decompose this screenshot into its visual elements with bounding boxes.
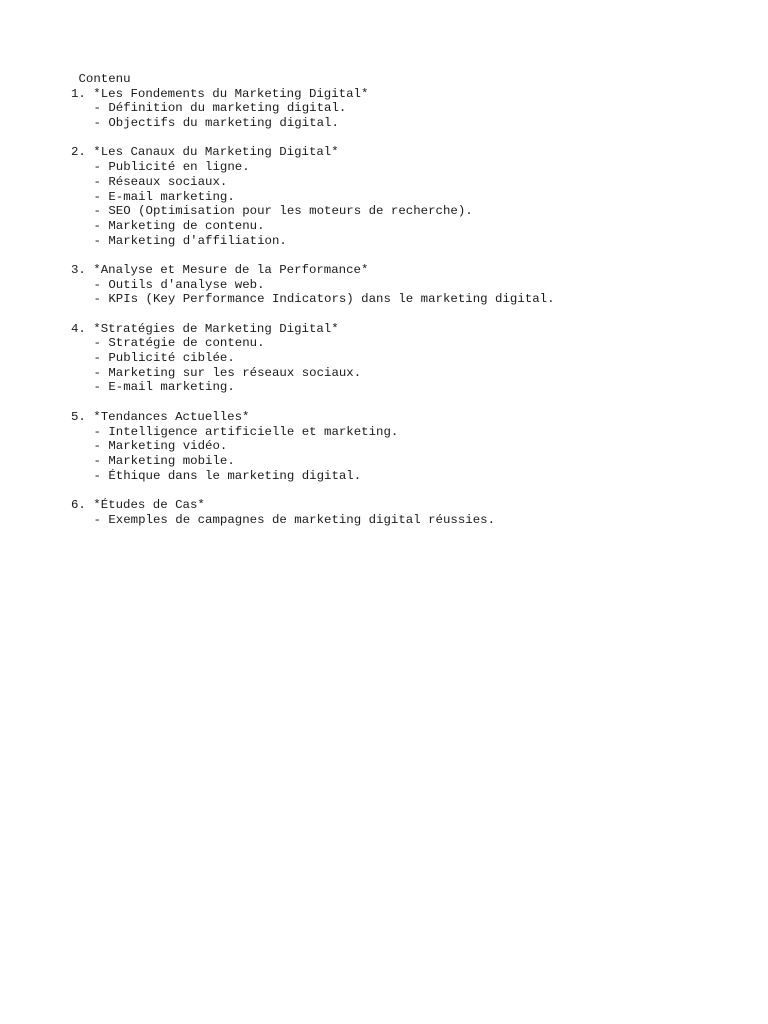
list-item: - Éthique dans le marketing digital.: [93, 468, 362, 483]
list-item: - E-mail marketing.: [93, 189, 235, 204]
section-title: 6. *Études de Cas*: [71, 497, 205, 512]
list-item: - Objectifs du marketing digital.: [93, 116, 339, 131]
list-item: - Réseaux sociaux.: [93, 174, 228, 189]
list-item: - Marketing mobile.: [93, 453, 235, 468]
document-heading: Contenu: [78, 72, 131, 86]
list-item: - Stratégie de contenu.: [93, 336, 265, 351]
list-item: - Marketing sur les réseaux sociaux.: [93, 365, 362, 380]
list-item: - Marketing vidéo.: [93, 439, 228, 454]
list-item: - Définition du marketing digital.: [93, 101, 347, 116]
document-page: [71, 72, 751, 542]
list-item: - Exemples de campagnes de marketing digital réussies.: [93, 512, 496, 527]
section: [71, 87, 751, 131]
section-title: 1. *Les Fondements du Marketing Digital*: [71, 86, 369, 101]
section-title: 4. *Stratégies de Marketing Digital*: [71, 321, 339, 336]
list-item: - E-mail marketing.: [93, 380, 235, 395]
list-item: - Publicité en ligne.: [93, 160, 250, 175]
list-item: - Publicité ciblée.: [93, 351, 235, 366]
list-item: - Marketing d'affiliation.: [93, 233, 287, 248]
list-item: - SEO (Optimisation pour les moteurs de recherche).: [93, 204, 473, 219]
section-title: 3. *Analyse et Mesure de la Performance*: [71, 262, 369, 277]
section: [71, 410, 751, 483]
section-list: [71, 87, 751, 528]
section-title: 5. *Tendances Actuelles*: [71, 409, 250, 424]
list-item: - Outils d'analyse web.: [93, 277, 265, 292]
section-title: 2. *Les Canaux du Marketing Digital*: [71, 145, 339, 160]
list-item: - KPIs (Key Performance Indicators) dans le marketing digital.: [93, 292, 555, 307]
section: [71, 322, 751, 395]
section: [71, 263, 751, 307]
list-item: - Marketing de contenu.: [93, 218, 265, 233]
section: [71, 145, 751, 248]
list-item: - Intelligence artificielle et marketing.: [93, 424, 399, 439]
section: [71, 498, 751, 527]
